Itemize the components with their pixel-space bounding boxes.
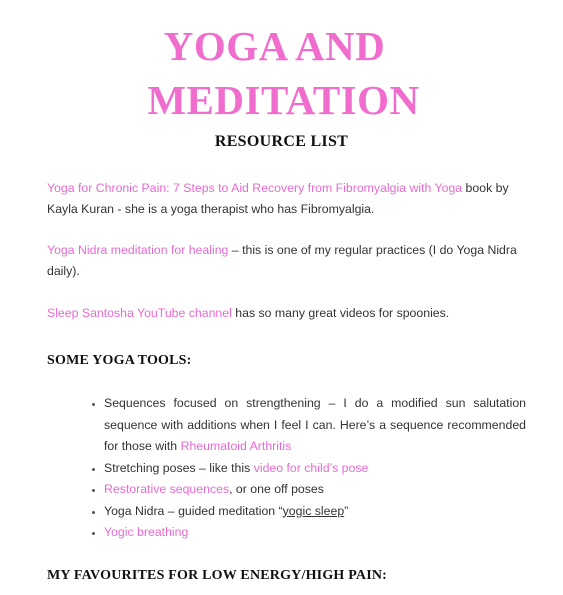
yoga-nidra-text-end: ” [344,503,349,518]
list-item-breathing [104,522,526,544]
youtube-channel-link[interactable]: Sleep Santosha YouTube channel [47,306,232,320]
list-item-stretching [104,458,526,480]
restorative-text: , or one off poses [229,482,324,496]
page-title-line-2: MEDITATION [147,77,420,123]
stretching-text: Stretching poses – like this [104,460,254,475]
yogic-breathing-link[interactable]: Yogic breathing [104,525,189,539]
childs-pose-video-link[interactable]: video for child’s pose [253,460,369,475]
youtube-channel-description: has so many great videos for spoonies. [231,306,450,320]
yogic-sleep-link[interactable]: yogic sleep [282,503,345,518]
list-item-yoga-nidra [104,501,526,523]
list-item-restorative [104,479,526,501]
restorative-sequences-link[interactable]: Restorative sequences [104,482,230,496]
yoga-nidra-text: Yoga Nidra – guided meditation “ [104,503,283,518]
favourites-heading: MY FAVOURITES FOR LOW ENERGY/HIGH PAIN: [47,568,388,583]
list-item-strengthening [104,393,526,458]
resource-paragraph-youtube [47,303,517,324]
resource-paragraph-yoga-nidra [47,240,517,282]
page-title-line-1: YOGA AND [163,23,386,69]
yoga-nidra-link[interactable]: Yoga Nidra meditation for healing [47,243,229,257]
rheumatoid-arthritis-link[interactable]: Rheumatoid Arthritis [180,439,292,453]
strengthening-text: Sequences focused on strengthening – I do a modified sun salutation sequence with additions when I feel I can. Here’s a sequence recommended for those with [104,396,526,453]
yoga-tools-list [86,393,526,544]
yoga-tools-heading: SOME YOGA TOOLS: [47,353,192,368]
yoga-nidra-description: – this is one of my regular practices (I do Yoga Nidra daily). [47,243,517,278]
book-description: book by Kayla Kuran - she is a yoga therapist who has Fibromyalgia. [47,181,509,216]
resource-paragraph-book [47,178,517,220]
book-link[interactable]: Yoga for Chronic Pain: 7 Steps to Aid Recovery from Fibromyalgia with Yoga [47,181,463,195]
page-subtitle: RESOURCE LIST [214,133,349,150]
